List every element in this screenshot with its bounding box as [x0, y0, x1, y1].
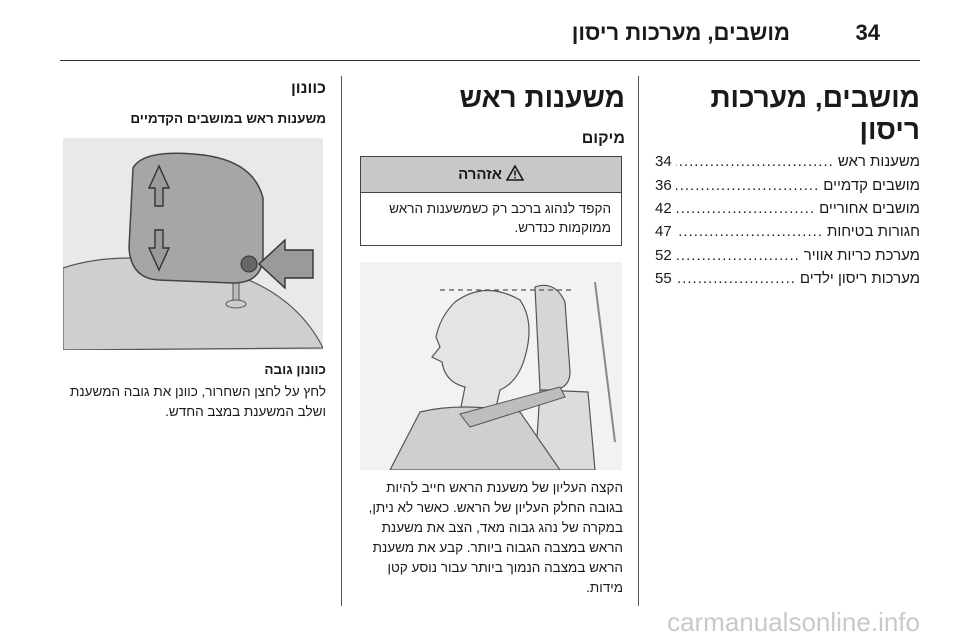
warning-triangle-icon [506, 165, 524, 185]
toc-item[interactable] [655, 197, 920, 220]
warning-box [360, 156, 622, 246]
watermark: carmanualsonline.info [667, 607, 920, 637]
toc-leader [676, 270, 796, 287]
headrest-adjustment-illustration [63, 138, 323, 350]
warning-header [361, 157, 621, 193]
toc-leader [676, 247, 800, 264]
height-adjustment-caption: כוונון גובה [264, 362, 326, 377]
toc-page: 34 [655, 153, 672, 171]
toc-label: משענות ראש [837, 153, 920, 171]
page-number: 34 [855, 20, 880, 45]
toc-label: מושבים קדמיים [823, 176, 920, 194]
toc-item[interactable] [655, 173, 920, 196]
section-title-headrests: משענות ראש [459, 82, 625, 113]
toc-label: חגורות בטיחות [826, 223, 920, 241]
header-rule [60, 60, 920, 61]
toc-item[interactable] [655, 267, 920, 290]
warning-text: הקפד לנהוג ברכב רק כשמשענות הראש ממוקמות כנדרש. [389, 201, 611, 235]
driver-headrest-illustration [360, 262, 622, 470]
toc-page: 42 [655, 199, 672, 217]
section-title-adjustment: כוונון [290, 80, 326, 97]
toc-leader [676, 177, 820, 194]
column-divider-right [638, 76, 639, 606]
warning-title: אזהרה [458, 166, 502, 183]
subsection-title-front-headrests: משענות ראש במושבים הקדמיים [130, 111, 326, 126]
toc-item[interactable] [655, 220, 920, 243]
toc-label: מערכות ריסון ילדים [799, 270, 920, 288]
toc-label: מושבים אחוריים [819, 199, 920, 217]
toc-page: 55 [655, 270, 672, 288]
toc-page: 36 [655, 176, 672, 194]
column-divider-left [341, 76, 342, 606]
toc-item[interactable] [655, 150, 920, 173]
height-adjustment-paragraph: לחץ על לחצן השחרור, כוונן את גובה המשענת ושלב המשענת במצב החדש. [70, 384, 326, 419]
toc-leader [676, 223, 823, 240]
toc-label: מערכת כריות אוויר [803, 246, 920, 264]
toc-leader [676, 153, 834, 170]
toc-leader [676, 200, 815, 217]
toc-item[interactable] [655, 244, 920, 267]
toc-list [655, 150, 920, 290]
toc-page: 47 [655, 223, 672, 241]
headrest-position-paragraph: הקצה העליון של משענת הראש חייב להיות בגובה החלק העליון של הראש. כאשר לא ניתן, במקרה של נהג גבוה מאד, הצב את משענת הראש במצבה הגבוה ביותר. קבע את משענת הראש במצבה הנמוך ביותר עבור נוסע קטן מידות. [368, 480, 623, 595]
toc-title: מושבים, מערכות ריסון [710, 82, 920, 145]
page-header [60, 14, 920, 50]
running-title: מושבים, מערכות ריסון [571, 20, 790, 45]
subsection-title-position: מיקום [581, 130, 625, 147]
toc-page: 52 [655, 246, 672, 264]
